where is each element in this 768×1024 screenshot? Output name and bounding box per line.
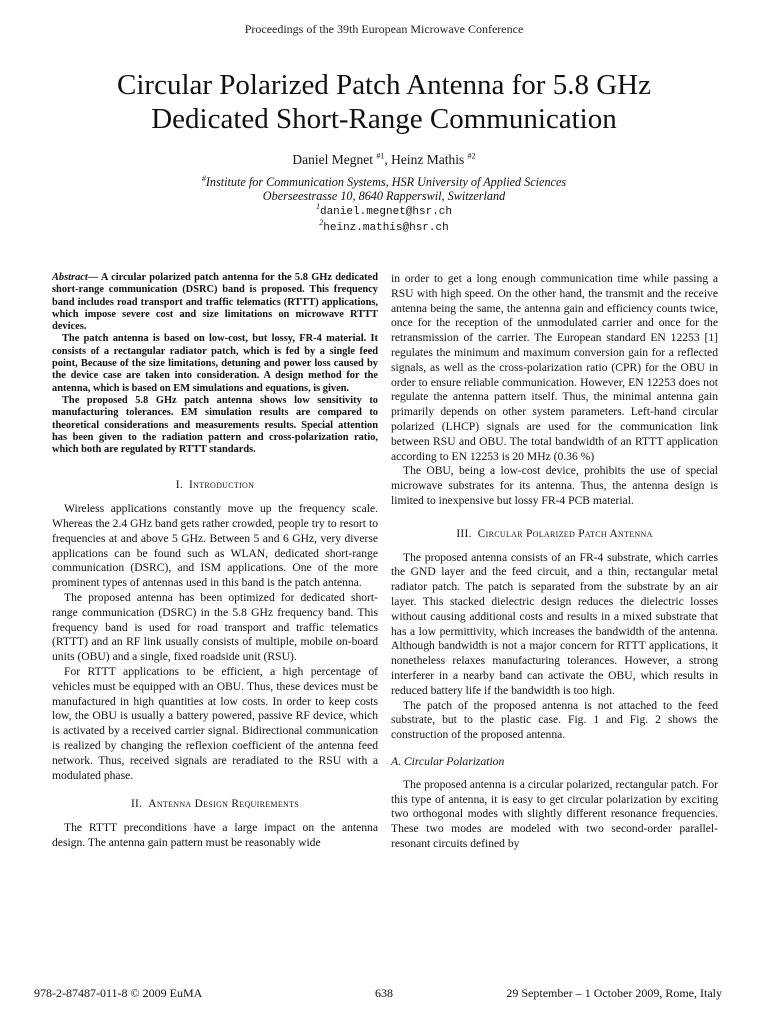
section-title: Introduction xyxy=(189,479,255,492)
body-paragraph: The patch of the proposed antenna is not attached to the feed substrate, but to the plastic case. Fig. 1 and Fig. 2 shows the construction of the proposed antenna. xyxy=(391,698,718,742)
affiliation-address: Oberseestrasse 10, 8640 Rapperswil, Switzerland xyxy=(262,189,506,203)
body-paragraph: The proposed antenna has been optimized for dedicated short-range communication (DSRC) in the 5.8 GHz frequency band. This frequency band is used for road transport and traffic telematics (RTTT) and an RF link usually consists of multiple, mobile on-board units (OBU) and a single, fixed roadside unit (RSU). xyxy=(52,591,378,664)
email-line xyxy=(0,203,768,219)
right-column xyxy=(391,272,718,852)
author-email[interactable]: heinz.mathis@hsr.ch xyxy=(323,222,449,234)
section-number: II. xyxy=(130,798,143,811)
abstract-paragraph: The patch antenna is based on low-cost, but lossy, FR-4 material. It consists of a rectangular radiator patch, which is fed by a single feed point, Because of the size limitations, detuning and power loss caused by the device case are taken into consideration. A design method for the antenna, which is based on EM simulations and equations, is given. xyxy=(52,333,378,394)
title-line-1: Circular Polarized Patch Antenna for 5.8 GHz xyxy=(117,69,651,101)
abstract-label: Abstract xyxy=(52,272,88,283)
section-number: III. xyxy=(456,527,472,540)
body-paragraph: The proposed antenna consists of an FR-4 substrate, which carries the GND layer and the feed circuit, and a thin, rectangular metal radiator patch. The patch is separated from the substrate by an air layer. This stacked dielectric design reduces the dielectric losses without causing additional costs and results in a mixed substrate that has a low permittivity, which increases the bandwidth of the antenna. Although bandwidth is not a major concern for RTTT applications, it nonetheless relaxes manufacturing tolerances. However, a strong interferer in a nearby band can activate the OBU, which results in reduced battery life if the bandwidth is too high. xyxy=(391,550,718,697)
section-number: I. xyxy=(175,479,184,492)
body-paragraph: The OBU, being a low-cost device, prohibits the use of special microwave substrates for its antenna. Thus, the antenna design is limited to inexpensive but lossy FR-4 PCB material. xyxy=(391,464,718,507)
left-column xyxy=(52,272,378,851)
subsection-number: A. xyxy=(391,754,401,768)
body-paragraph: in order to get a long enough communication time while passing a RSU with high speed. On the other hand, the transmit and the receive antenna being the same, the antenna gain and efficiency counts twice, once for the reception of the unmodulated carrier and once for the retransmission of the carrier. The European standard EN 12253 [1] regulates the minimum and maximum conversion gain for a reflected signals, as well as the cross-polarization ratio (CPR) for the OBU in order to ensure reliable communication. However, EN 12253 does not regulate the antenna pattern itself. Thus, the minimal antenna gain primarily depends on other system parameters. Left-hand circular polarized (LHCP) signals are used for the communication link between RSU and OBU. The total bandwidth of an RTTT application according to EN 12253 is 20 MHz (0.36 %) xyxy=(391,272,718,463)
abstract-text: — A circular polarized patch antenna for the 5.8 GHz dedicated short-range communication (DSRC) band is proposed. This frequency band includes road transport and traffic telematics (RTTT) applications, which impose severe cost and size limitations on microwave RTTT devices. xyxy=(52,272,378,333)
author-separator: , xyxy=(384,152,392,167)
running-head: Proceedings of the 39th European Microwave Conference xyxy=(244,22,524,36)
abstract-paragraph xyxy=(52,272,378,333)
abstract xyxy=(52,272,378,456)
footer-date: 29 September – 1 October 2009, Rome, Italy xyxy=(506,986,722,1000)
affiliation-institute-line xyxy=(0,175,768,189)
author-email[interactable]: daniel.megnet@hsr.ch xyxy=(319,206,453,218)
body-paragraph: For RTTT applications to be efficient, a high percentage of vehicles must be equipped with an OBU. Thus, these devices must be manufactured in high quantities at low costs. In order to keep costs low, the OBU is usually a battery powered, passive RF device, which is activated by a received carrier signal. Bidirectional communication is realized by changing the reflexion coefficient of the antenna feed network. Thus, received signals are reradiated to the RSU with a modulated phase. xyxy=(52,665,378,782)
email-mark: 1 xyxy=(315,201,320,211)
abstract-paragraph: The proposed 5.8 GHz patch antenna shows low sensitivity to manufacturing tolerances. EM simulation results are compared to theoretical considerations and measurements results. Special attention has been given to the radiation pattern and cross-polarization ratio, which both are regulated by RTTT standards. xyxy=(52,394,378,456)
section-title: Antenna Design Requirements xyxy=(148,798,300,811)
author-mark: #1 xyxy=(376,151,385,161)
author-mark: #2 xyxy=(467,151,476,161)
body-paragraph: The RTTT preconditions have a large impact on the antenna design. The antenna gain pattern must be reasonably wide xyxy=(52,821,378,849)
affiliation-institute: Institute for Communication Systems, HSR University of Applied Sciences xyxy=(205,175,567,189)
page-footer xyxy=(0,986,768,1002)
email-mark: 2 xyxy=(319,217,324,227)
subsection-heading xyxy=(391,755,718,770)
paper-title xyxy=(40,68,728,136)
author-name: Daniel Megnet xyxy=(292,152,373,167)
affiliation-mark: # xyxy=(201,173,206,183)
body-paragraph: The proposed antenna is a circular polarized, rectangular patch. For this type of antenna, it is easy to get circular polarization by exciting two orthogonal modes with slightly different resonance frequencies. These two modes are modeled with two second-order parallel-resonant circuits defined by xyxy=(391,777,718,850)
author-name: Heinz Mathis xyxy=(391,152,465,167)
email-line xyxy=(0,219,768,235)
page-number: 638 xyxy=(375,986,393,1000)
author-list xyxy=(0,152,768,168)
footer-isbn: 978-2-87487-011-8 © 2009 EuMA xyxy=(34,986,203,1000)
affiliation-block xyxy=(0,175,768,235)
title-line-2: Dedicated Short-Range Communication xyxy=(151,103,617,135)
section-heading xyxy=(52,478,378,493)
body-paragraph: Wireless applications constantly move up the frequency scale. Whereas the 2.4 GHz band gets rather crowded, people try to resort to frequencies at and above 5 GHz. Between 5 and 6 GHz, very diverse applications can be found such as WLAN, dedicated short-range communication (DSRC), and ISM applications. One of the more prominent types of antennas used in this band is the patch antenna. xyxy=(52,502,378,590)
section-title: Circular Polarized Patch Antenna xyxy=(477,527,653,540)
subsection-title: Circular Polarization xyxy=(403,754,505,768)
section-heading xyxy=(52,797,378,812)
section-heading xyxy=(391,527,718,542)
